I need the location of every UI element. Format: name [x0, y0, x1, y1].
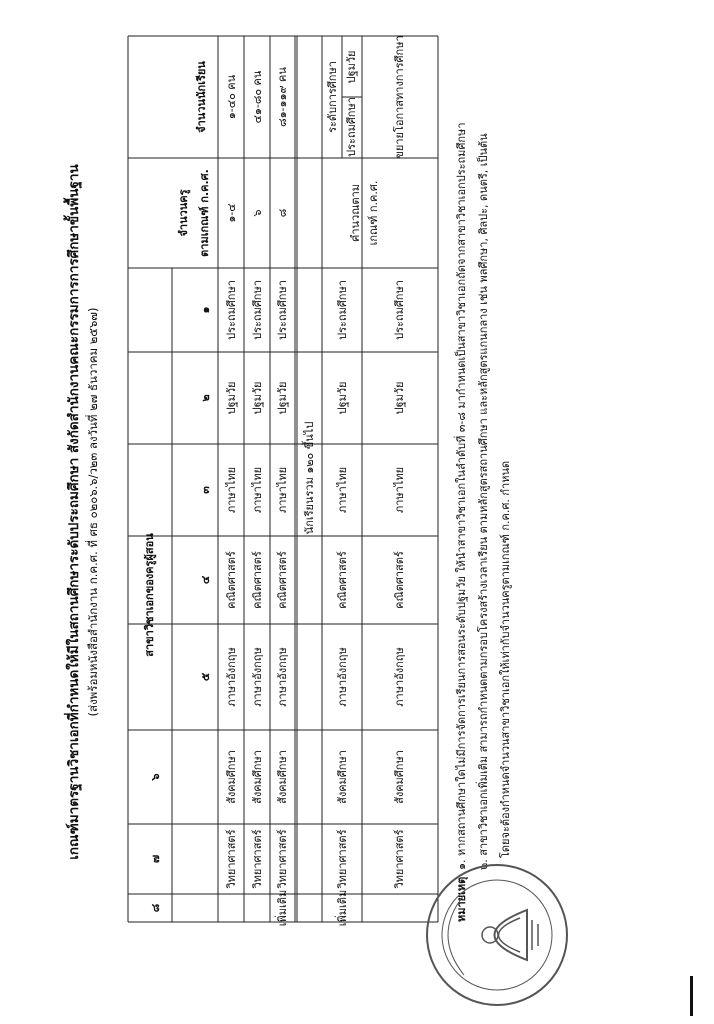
lower-a-subject-4: คณิตศาสตร์	[336, 551, 349, 609]
teacher-calc-1: คำนวณตาม	[349, 183, 362, 243]
lower-b-subject-7: วิทยาศาสตร์	[393, 829, 406, 889]
row3-teachers: ๘	[276, 208, 289, 218]
header-students: จำนวนนักเรียน	[195, 61, 208, 133]
lower-a-subject-2: ปฐมวัย	[336, 381, 349, 415]
notes-line-2: ๒. สาขาวิชาเอกเพิ่มเติม สามารถกำหนดตามกรอบโครงสร้างเวลาเรียน ตามหลักสูตรสถานศึกษา และหลักสูตรแกนกลาง เช่น พลศึกษา, ศิลปะ, ดนตรี, เป็นต้น	[477, 133, 490, 870]
row1-subject-3: ภาษาไทย	[225, 466, 238, 514]
row2-subject-1: ประถมศึกษา	[251, 280, 264, 340]
lower-a-subject-1: ประถมศึกษา	[336, 280, 349, 340]
row2-subject-3: ภาษาไทย	[251, 466, 264, 514]
col-number-2: ๒	[199, 394, 212, 402]
row3-subject-8: เพิ่มเติม	[276, 889, 289, 927]
row2-subject-5: ภาษาอังกฤษ	[251, 647, 264, 707]
notes-line-3: โดยจะต้องกำหนดจำนวนสาขาวิชาเอกให้เท่ากับจำนวนครูตามเกณฑ์ ก.ค.ศ. กำหนด	[499, 460, 512, 858]
lower-a-subject-8: เพิ่มเติม	[336, 889, 349, 927]
level-header: ระดับการศึกษา	[326, 61, 339, 133]
lower-a-subject-3: ภาษาไทย	[336, 466, 349, 514]
row1-subject-7: วิทยาศาสตร์	[225, 829, 238, 889]
row1-subject-2: ปฐมวัย	[225, 381, 238, 415]
col-number-5: ๕	[199, 672, 212, 682]
col-number-8: ๘	[149, 903, 162, 913]
lower-b-subject-2: ปฐมวัย	[393, 381, 406, 415]
row1-subject-4: คณิตศาสตร์	[225, 551, 238, 609]
level-primary: ประถมศึกษา	[345, 97, 358, 157]
col-number-3: ๓	[199, 486, 212, 494]
lower-b-subject-5: ภาษาอังกฤษ	[393, 647, 406, 707]
span-row-label: นักเรียนรวม ๑๒๐ ขึ้นไป	[303, 421, 316, 535]
row1-students: ๑-๔๐ คน	[225, 74, 238, 120]
expansion-label: ขยายโอกาสทางการศึกษา	[393, 35, 406, 159]
row2-subject-7: วิทยาศาสตร์	[251, 829, 264, 889]
level-early: ปฐมวัย	[345, 50, 358, 84]
scan-mark	[690, 976, 693, 1016]
header-subject-group: สาขาวิชาเอกของครูผู้สอน	[143, 533, 156, 657]
row1-subject-5: ภาษาอังกฤษ	[225, 647, 238, 707]
lower-b-subject-6: สังคมศึกษา	[393, 750, 406, 804]
lower-b-subject-3: ภาษาไทย	[393, 466, 406, 514]
col-number-6: ๖	[149, 773, 162, 781]
row3-subject-6: สังคมศึกษา	[276, 750, 289, 804]
row3-students: ๘๑-๑๑๙ คน	[276, 67, 289, 127]
row3-subject-2: ปฐมวัย	[276, 381, 289, 415]
col-number-4: ๔	[199, 575, 212, 585]
row3-subject-1: ประถมศึกษา	[276, 280, 289, 340]
row2-subject-6: สังคมศึกษา	[251, 750, 264, 804]
lower-a-subject-7: วิทยาศาสตร์	[336, 829, 349, 889]
header-teacher-count-2: ตามเกณฑ์ ก.ค.ศ.	[198, 169, 211, 257]
row1-subject-1: ประถมศึกษา	[225, 280, 238, 340]
lower-b-subject-1: ประถมศึกษา	[393, 280, 406, 340]
notes-label: หมายเหตุ	[455, 876, 468, 922]
notes-line-1: ๑. หากสถานศึกษาใดไม่มีการจัดการเรียนการสอนระดับปฐมวัย ให้นำสาขาวิชาเอกในลำดับที่ ๓-๘ มากำหนดเป็นสาขาวิชาเอกถัดจากสาขาวิชาเอกประถมศึกษา	[455, 122, 468, 870]
lower-a-subject-5: ภาษาอังกฤษ	[336, 647, 349, 707]
row2-teachers: ๖	[251, 209, 264, 217]
row3-subject-3: ภาษาไทย	[276, 466, 289, 514]
row3-subject-5: ภาษาอังกฤษ	[276, 647, 289, 707]
lower-a-subject-6: สังคมศึกษา	[336, 750, 349, 804]
row3-subject-7: วิทยาศาสตร์	[276, 829, 289, 889]
row2-students: ๔๑-๘๐ คน	[251, 70, 264, 124]
row1-teachers: ๑-๔	[225, 203, 238, 223]
official-seal	[422, 860, 572, 1010]
teacher-calc-2: เกณฑ์ ก.ค.ศ.	[367, 180, 380, 246]
lower-b-subject-4: คณิตศาสตร์	[393, 551, 406, 609]
document-title: เกณฑ์มาตรฐานวิชาเอกที่กำหนดให้มีในสถานศึกษาระดับประถมศึกษา สังกัดสำนักงานคณะกรรมการการศึกษาขั้นพื้นฐาน	[66, 164, 82, 860]
document-subtitle: (ส่งพร้อมหนังสือสำนักงาน ก.ค.ศ. ที่ ศธ ๐๒๐๖.๖/ว๒๓ ลงวันที่ ๒๗ ธันวาคม ๒๕๖๗)	[86, 307, 100, 717]
col-number-1: ๑	[199, 306, 212, 314]
row2-subject-2: ปฐมวัย	[251, 381, 264, 415]
col-number-7: ๗	[149, 854, 162, 864]
row3-subject-4: คณิตศาสตร์	[276, 551, 289, 609]
header-teacher-count-1: จำนวนครู	[177, 189, 190, 237]
row2-subject-4: คณิตศาสตร์	[251, 551, 264, 609]
row1-subject-6: สังคมศึกษา	[225, 750, 238, 804]
